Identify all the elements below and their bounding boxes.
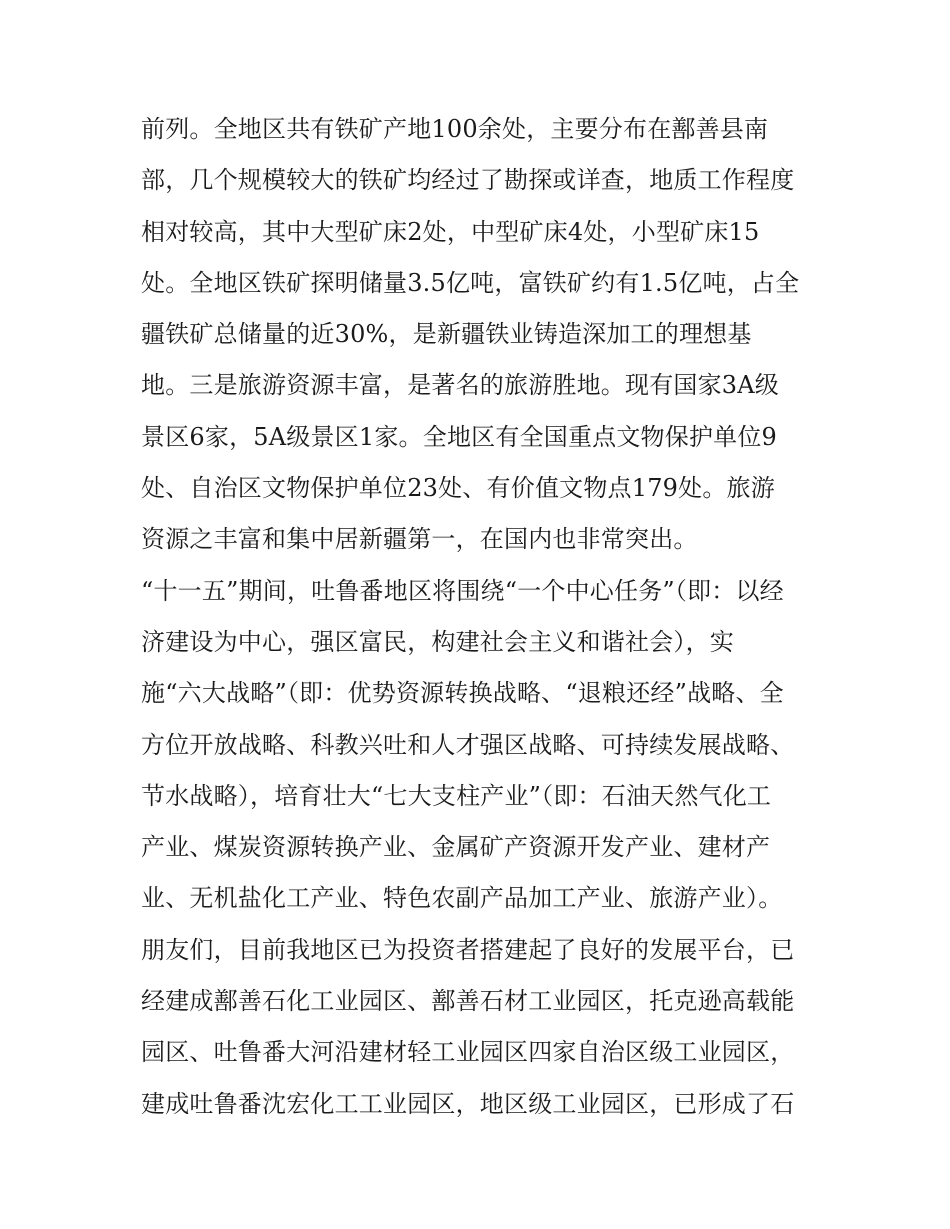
text-line: 济建设为中心，强区富民，构建社会主义和谐社会），实: [141, 627, 734, 656]
text-line: 施“六大战略”（即：优势资源转换战略、“退粮还经”战略、全: [141, 679, 784, 708]
text-line: 节水战略），培育壮大“七大支柱产业”（即：石油天然气化工: [141, 781, 772, 810]
text-line: 部，几个规模较大的铁矿均经过了勘探或详查，地质工作程度: [141, 166, 795, 195]
text-line: 处、自治区文物保护单位23处、有价值文物点179处。旅游: [141, 474, 775, 503]
text-line: 方位开放战略、科教兴吐和人才强区战略、可持续发展战略、: [141, 730, 795, 759]
text-line: 园区、吐鲁番大河沿建材轻工业园区四家自治区级工业园区，: [141, 1038, 795, 1067]
text-line: 朋友们，目前我地区已为投资者搭建起了良好的发展平台，已: [141, 935, 795, 964]
text-line: 相对较高，其中大型矿床2处，中型矿床4处，小型矿床15: [141, 217, 760, 246]
text-line: 处。全地区铁矿探明储量3.5亿吨，富铁矿约有1.5亿吨，占全: [141, 268, 800, 297]
text-line: 疆铁矿总储量的近30%，是新疆铁业铸造深加工的理想基: [141, 320, 752, 349]
text-line: 经建成鄯善石化工业园区、鄯善石材工业园区，托克逊高载能: [141, 987, 795, 1016]
text-line: 景区6家，5A级景区1家。全地区有全国重点文物保护单位9: [141, 422, 778, 451]
text-line: 建成吐鲁番沈宏化工工业园区，地区级工业园区，已形成了石: [141, 1089, 795, 1118]
text-line: “十一五”期间，吐鲁番地区将围绕“一个中心任务”（即：以经: [141, 576, 784, 605]
text-line: 业、无机盐化工产业、特色农副产品加工产业、旅游产业）。: [141, 884, 783, 913]
text-line: 资源之丰富和集中居新疆第一，在国内也非常突出。: [141, 525, 698, 554]
body-text: [141, 104, 831, 1130]
text-line: 前列。全地区共有铁矿产地100余处，主要分布在鄯善县南: [141, 115, 769, 143]
text-line: 地。三是旅游资源丰富，是著名的旅游胜地。现有国家3A级: [141, 371, 779, 400]
text-line: 产业、煤炭资源转换产业、金属矿产资源开发产业、建材产: [141, 833, 771, 862]
